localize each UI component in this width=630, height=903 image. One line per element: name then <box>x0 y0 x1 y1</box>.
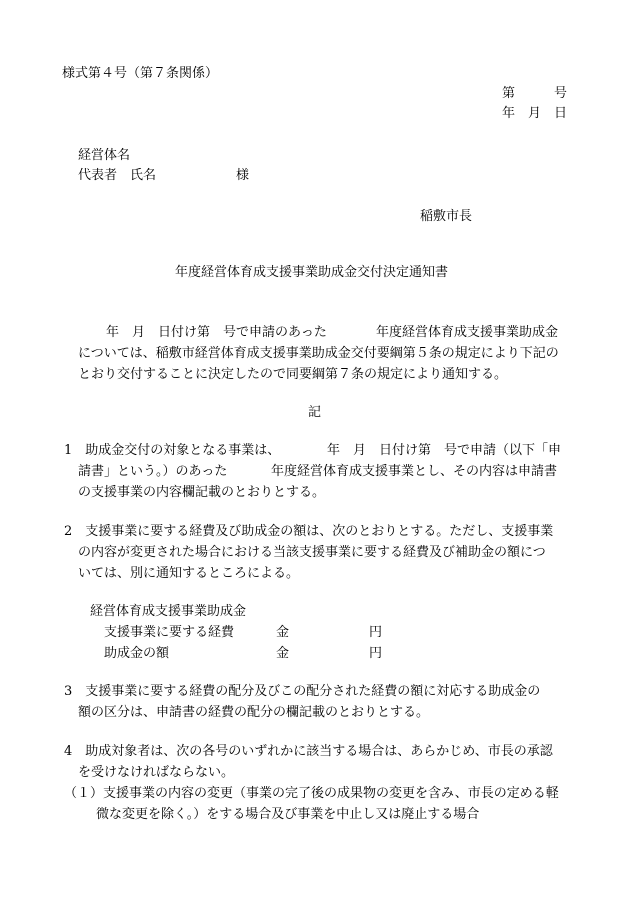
intro-line3: とおり交付することに決定したので同要綱第７条の規定により通知する。 <box>78 367 508 382</box>
amount-row-prefix: 金 <box>276 625 290 640</box>
ki-heading: 記 <box>308 405 322 420</box>
item2-line2: の内容が変更された場合における当該支援事業に要する経費及び補助金の額につ <box>78 545 546 560</box>
item2-line3: いては、別に通知するところによる。 <box>78 566 300 581</box>
document-title: 年度経営体育成支援事業助成金交付決定通知書 <box>175 265 449 280</box>
amounts-heading: 経営体育成支援事業助成金 <box>90 604 247 619</box>
amount-row-label: 支援事業に要する経費 <box>104 625 235 640</box>
item4-line1: 4 助成対象者は、次の各号のいずれかに該当する場合は、あらかじめ、市長の承認 <box>64 744 553 759</box>
amount-row-prefix: 金 <box>276 646 290 661</box>
issuer-name: 稲敷市長 <box>420 209 473 224</box>
item1-line2-b: 年度経営体育成支援事業とし、その内容は申請書 <box>271 464 558 479</box>
item4-line2: を受けなければならない。 <box>78 765 235 780</box>
item1-line1-a: 1 助成金交付の対象となる事業は、 <box>64 443 281 458</box>
amount-row-unit: 円 <box>369 625 383 640</box>
item4-sub1-line1: （１）支援事業の内容の変更（事業の完了後の成果物の変更を含み、市長の定める軽 <box>64 786 559 801</box>
document-date: 年 月 日 <box>502 106 568 121</box>
intro-line1-b: 年度経営体育成支援事業助成金 <box>376 325 559 340</box>
recipient-honorific: 様 <box>236 168 250 183</box>
recipient-org-label: 経営体名 <box>78 148 131 163</box>
recipient-rep-label: 代表者 氏名 <box>78 168 157 183</box>
item1-line2-a: 請書」という。）のあった <box>78 464 228 479</box>
intro-line1-a: 年 月 日付け第 号で申請のあった <box>106 325 327 340</box>
document-number: 第 号 <box>502 86 568 101</box>
item2-line1: 2 支援事業に要する経費及び助成金の額は、次のとおりとする。ただし、支援事業 <box>64 524 554 539</box>
item3-line1: 3 支援事業に要する経費の配分及びこの配分された経費の額に対応する助成金の <box>64 684 541 699</box>
intro-line2: については、稲敷市経営体育成支援事業助成金交付要綱第５条の規定により下記の <box>78 346 559 361</box>
item1-line3: の支援事業の内容欄記載のとおりとする。 <box>78 485 326 500</box>
form-label: 様式第４号（第７条関係） <box>62 66 219 81</box>
amount-row-label: 助成金の額 <box>104 646 170 661</box>
item1-line1-b: 年 月 日付け第 号で申請（以下「申 <box>327 443 562 458</box>
item4-sub1-line2: 微な変更を除く。）をする場合及び事業を中止し又は廃止する場合 <box>96 807 480 822</box>
amount-row-unit: 円 <box>369 646 383 661</box>
item3-line2: 額の区分は、申請書の経費の配分の欄記載のとおりとする。 <box>78 705 430 720</box>
